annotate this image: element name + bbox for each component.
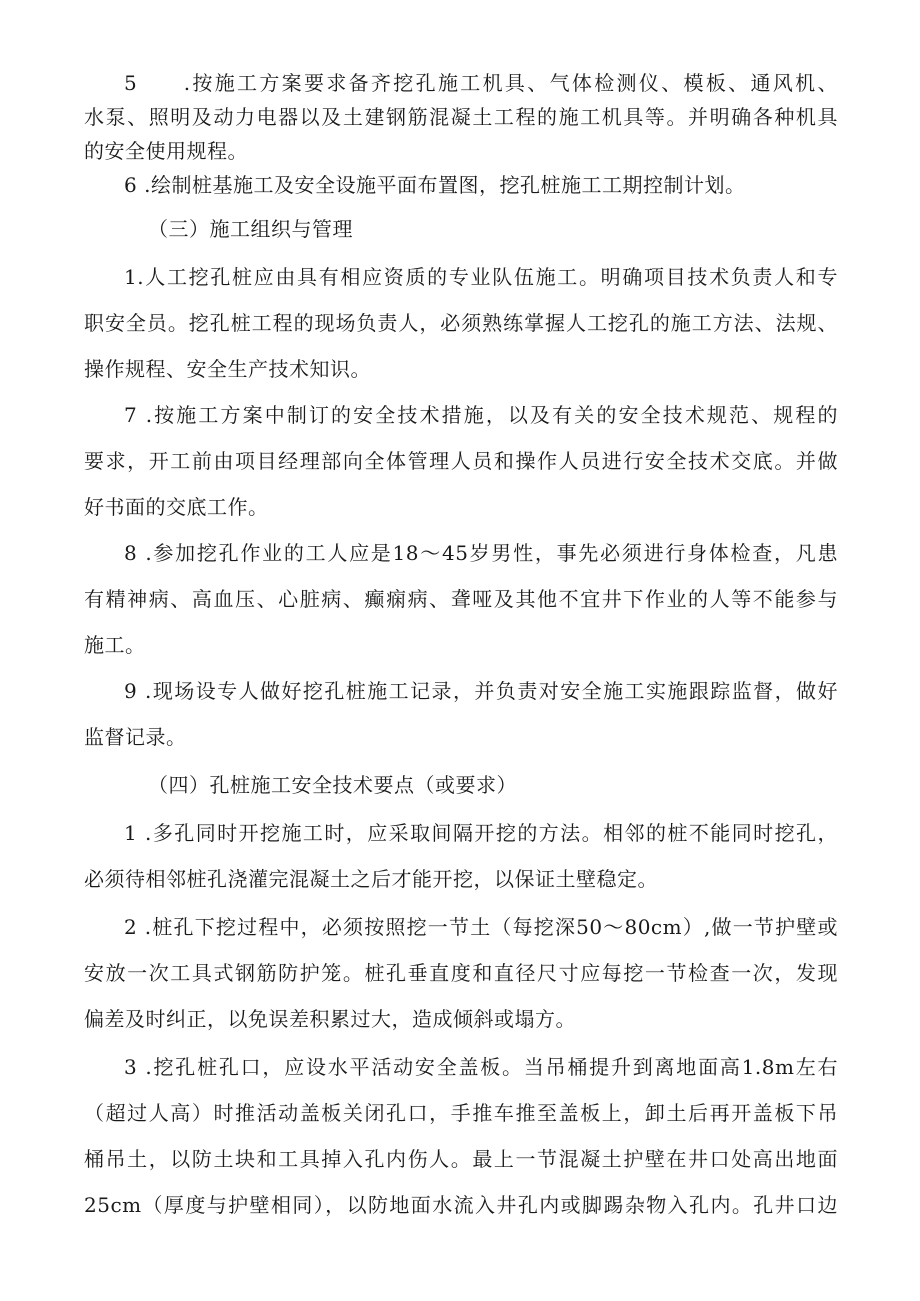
paragraph-line: 桶吊土，以防土块和工具掉入孔内伤人。最上一节混凝土护壁在井口处高出地面 [84, 1147, 838, 1171]
paragraph-line: 3 .挖孔桩孔口，应设水平活动安全盖板。当吊桶提升到离地面高1.8m左右 [124, 1055, 838, 1079]
paragraph-line: 水泵、照明及动力电器以及土建钢筋混凝土工程的施工机具等。并明确各种机具 [84, 105, 838, 129]
paragraph-line: 6 .绘制桩基施工及安全设施平面布置图，挖孔桩施工工期控制计划。 [124, 173, 746, 197]
paragraph-line: 施工。 [84, 633, 146, 657]
paragraph-line: 安放一次工具式钢筋防护笼。桩孔垂直度和直径尺寸应每挖一节检查一次，发现 [84, 961, 838, 985]
paragraph-line: 必须待相邻桩孔浇灌完混凝土之后才能开挖，以保证土壁稳定。 [84, 867, 658, 891]
paragraph-line: 2 .桩孔下挖过程中，必须按照挖一节土（每挖深50～80cm）,做一节护壁或 [124, 915, 838, 939]
paragraph-line: 好书面的交底工作。 [84, 495, 269, 519]
paragraph-line: 操作规程、安全生产技术知识。 [84, 357, 371, 381]
paragraph-line: 监督记录。 [84, 725, 187, 749]
paragraph-line: 1.人工挖孔桩应由具有相应资质的专业队伍施工。明确项目技术负责人和专 [124, 265, 838, 289]
paragraph-line: 职安全员。挖孔桩工程的现场负责人，必须熟练掌握人工挖孔的施工方法、法规、 [84, 311, 838, 335]
paragraph-line: 9 .现场设专人做好挖孔桩施工记录，并负责对安全施工实施跟踪监督，做好 [124, 679, 838, 703]
paragraph-line: 1 .多孔同时开挖施工时，应采取间隔开挖的方法。相邻的桩不能同时挖孔， [124, 821, 838, 845]
paragraph-line: 偏差及时纠正，以免误差积累过大，造成倾斜或塌方。 [84, 1007, 576, 1031]
paragraph-line: 7 .按施工方案中制订的安全技术措施，以及有关的安全技术规范、规程的 [124, 403, 838, 427]
paragraph-line: 8 .参加挖孔作业的工人应是18～45岁男性，事先必须进行身体检查，凡患 [124, 541, 838, 565]
paragraph-line: 5 .按施工方案要求备齐挖孔施工机具、气体检测仪、模板、通风机、 [124, 71, 838, 95]
paragraph-line: 有精神病、高血压、心脏病、癫痫病、聋哑及其他不宜井下作业的人等不能参与 [84, 587, 838, 611]
paragraph-line: 25cm（厚度与护壁相同），以防地面水流入井孔内或脚踢杂物入孔内。孔井口边 [84, 1193, 838, 1217]
section-heading-3: （三）施工组织与管理 [148, 217, 353, 241]
paragraph-line: 的安全使用规程。 [84, 139, 248, 163]
section-heading-4: （四）孔桩施工安全技术要点（或要求） [148, 773, 517, 797]
paragraph-line: 要求，开工前由项目经理部向全体管理人员和操作人员进行安全技术交底。并做 [84, 449, 838, 473]
paragraph-line: （超过人高）时推活动盖板关闭孔口，手推车推至盖板上，卸土后再开盖板下吊 [84, 1101, 838, 1125]
